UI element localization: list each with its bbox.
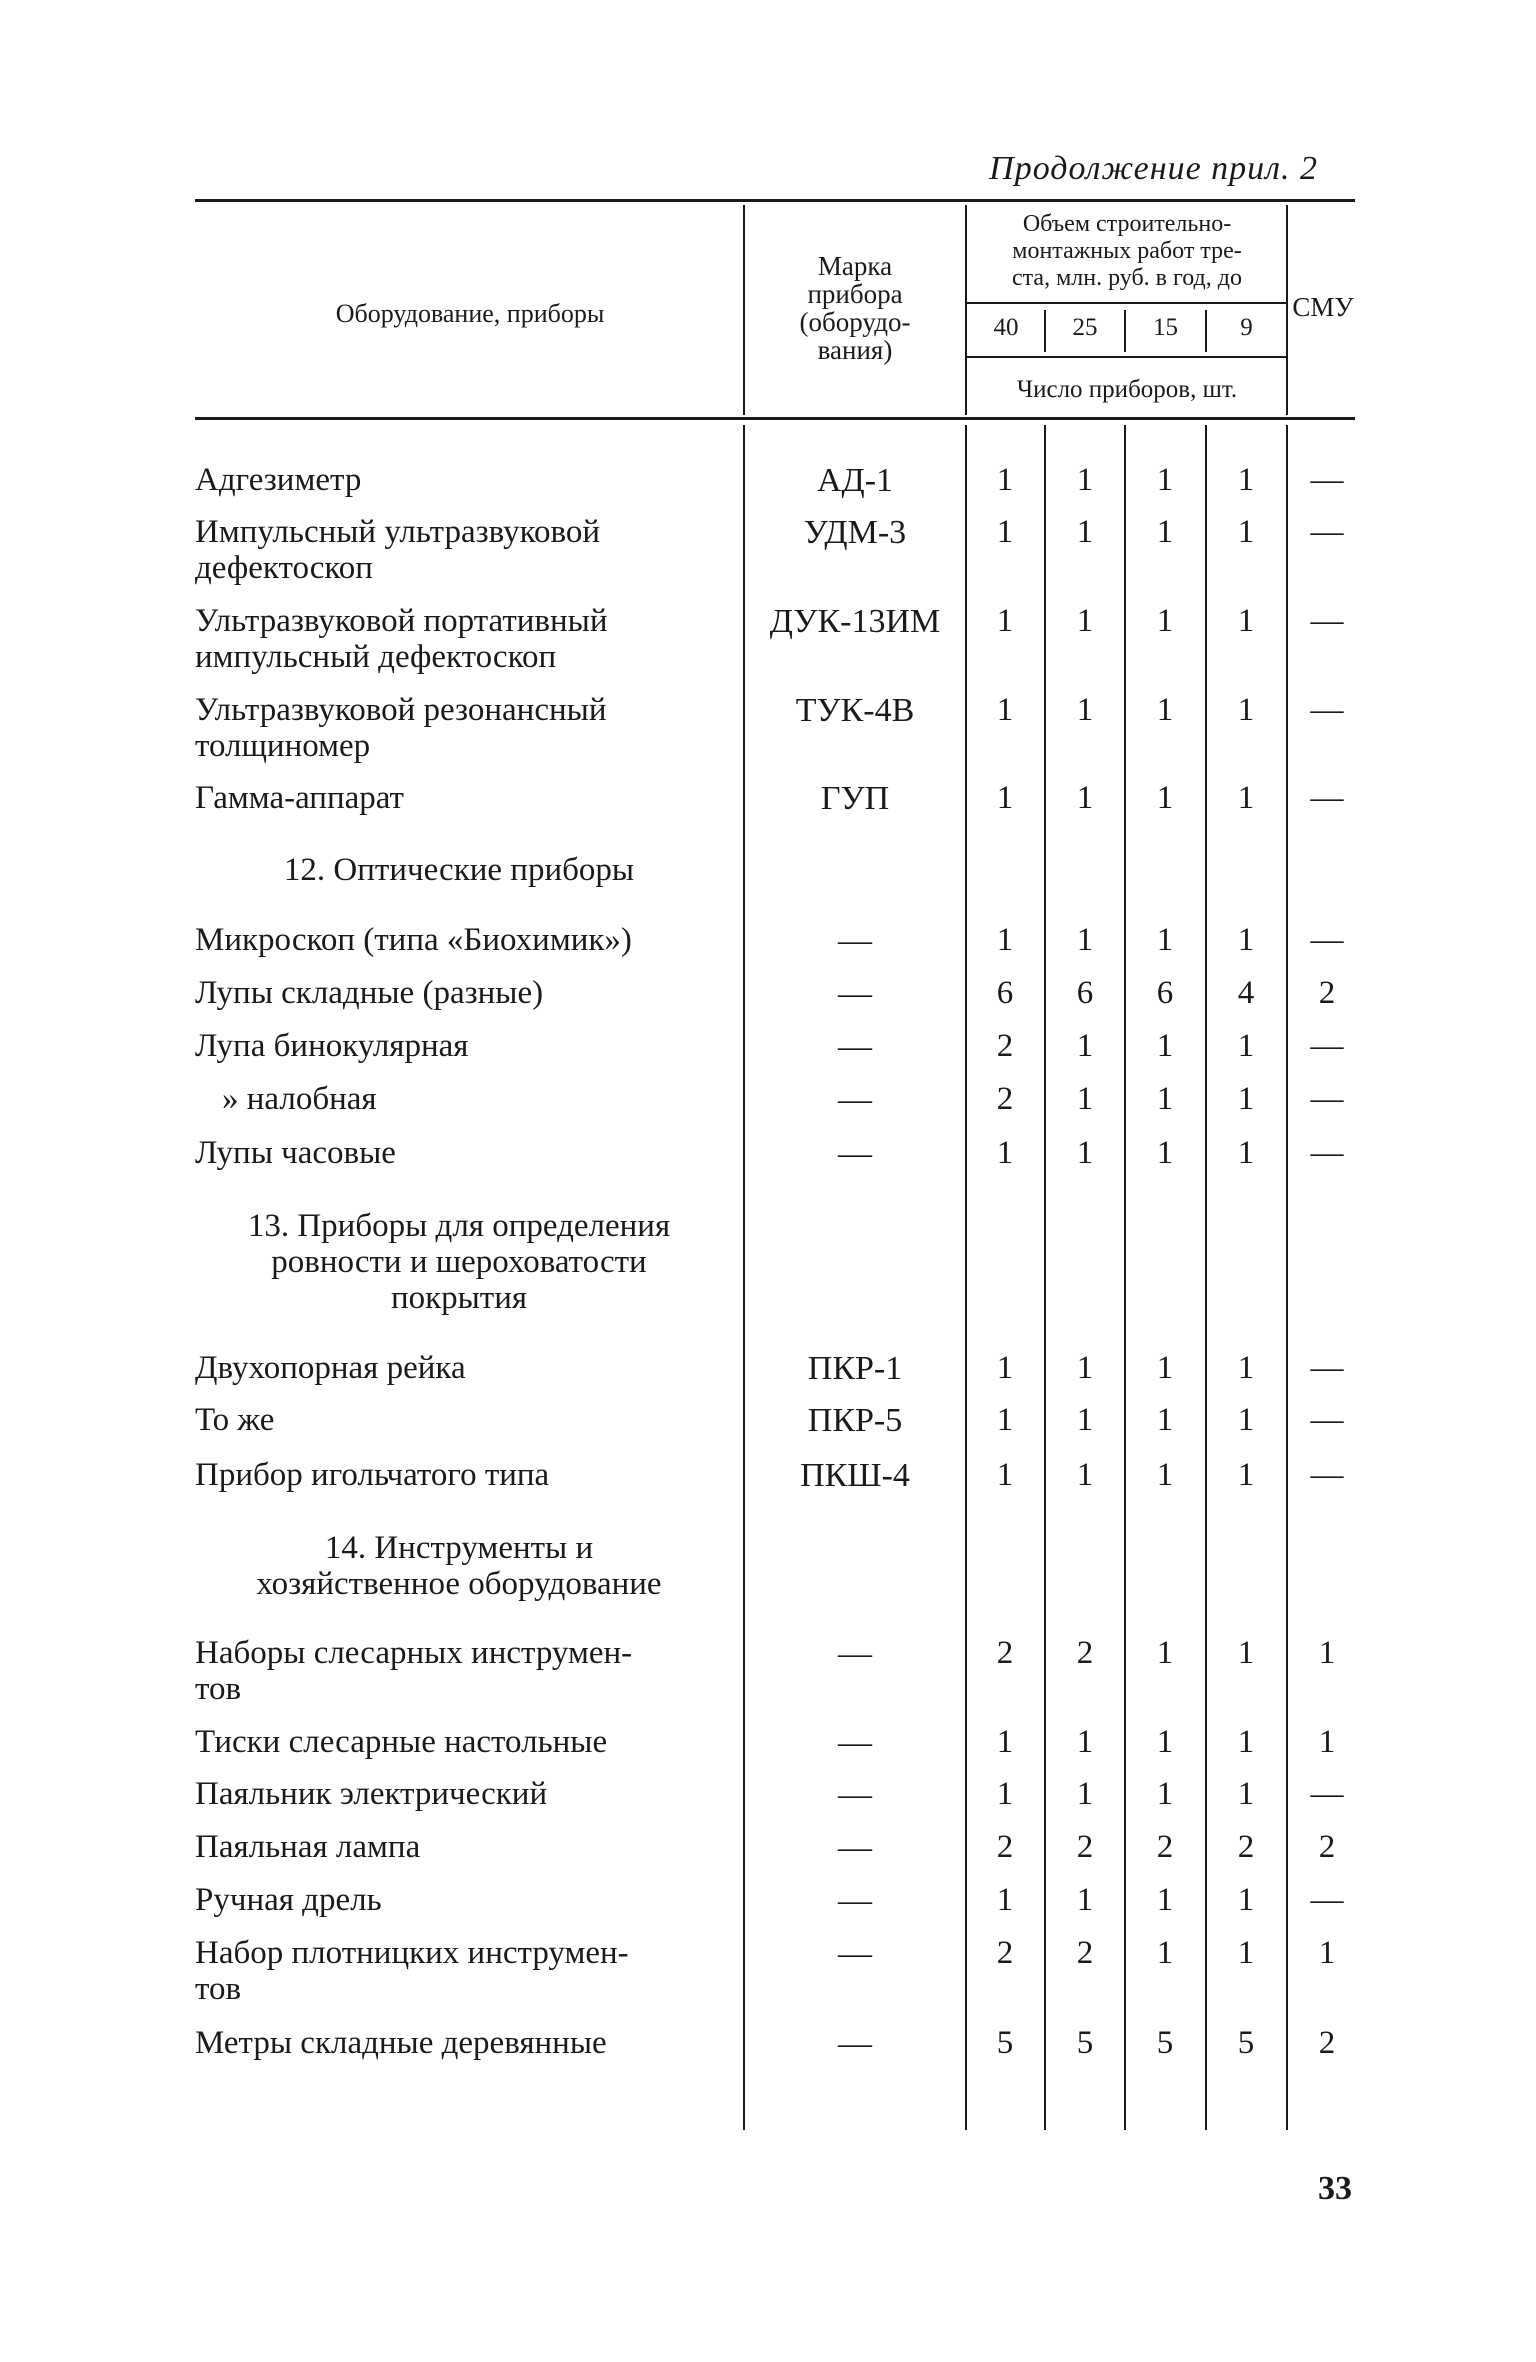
equipment-name: Метры складные деревянные bbox=[195, 2025, 607, 2061]
model-code: — bbox=[838, 2025, 872, 2062]
value-9: 1 bbox=[1237, 692, 1255, 728]
value-40: 2 bbox=[996, 1028, 1014, 1064]
equipment-name: Ультразвуковой портативный bbox=[195, 603, 608, 639]
model-code: ГУП bbox=[820, 780, 890, 817]
value-25: 1 bbox=[1076, 1028, 1094, 1064]
header-model: Марка прибора (оборудо- вания) bbox=[799, 251, 911, 365]
value-smu: — bbox=[1310, 922, 1344, 958]
value-9: 1 bbox=[1237, 514, 1255, 550]
volume-subrule-1 bbox=[966, 302, 1286, 304]
value-15: 1 bbox=[1156, 462, 1174, 498]
value-15: 1 bbox=[1156, 514, 1174, 550]
model-code: УДМ-3 bbox=[803, 514, 907, 551]
value-9: 1 bbox=[1237, 1882, 1255, 1918]
value-25: 2 bbox=[1076, 1635, 1094, 1671]
value-9: 1 bbox=[1237, 1402, 1255, 1438]
value-9: 1 bbox=[1237, 922, 1255, 958]
value-15: 1 bbox=[1156, 1350, 1174, 1386]
equipment-name: Паяльник электрический bbox=[195, 1776, 548, 1812]
value-40: 1 bbox=[996, 1724, 1014, 1760]
value-15: 1 bbox=[1156, 1457, 1174, 1493]
value-25: 1 bbox=[1076, 514, 1094, 550]
value-smu: — bbox=[1310, 1776, 1344, 1812]
equipment-name: Адгезиметр bbox=[195, 462, 362, 498]
header-vline-model bbox=[965, 205, 967, 415]
equipment-name: Двухопорная рейка bbox=[195, 1350, 466, 1386]
value-9: 1 bbox=[1237, 462, 1255, 498]
value-15: 1 bbox=[1156, 1935, 1174, 1971]
value-9: 4 bbox=[1237, 975, 1255, 1011]
model-code: — bbox=[838, 1081, 872, 1118]
page-number: 33 bbox=[1318, 2170, 1352, 2207]
header-smu: СМУ bbox=[1292, 292, 1354, 322]
value-9: 1 bbox=[1237, 1724, 1255, 1760]
value-smu: — bbox=[1310, 1457, 1344, 1493]
equipment-name: Прибор игольчатого типа bbox=[195, 1457, 550, 1493]
value-smu: — bbox=[1310, 1028, 1344, 1064]
value-9: 1 bbox=[1237, 1135, 1255, 1171]
value-25: 1 bbox=[1076, 1350, 1094, 1386]
value-15: 1 bbox=[1156, 603, 1174, 639]
value-40: 1 bbox=[996, 1350, 1014, 1386]
value-40: 2 bbox=[996, 1081, 1014, 1117]
value-smu: 2 bbox=[1318, 2025, 1336, 2061]
equipment-name: Наборы слесарных инструмен- bbox=[195, 1635, 633, 1671]
value-9: 1 bbox=[1237, 1935, 1255, 1971]
value-25: 5 bbox=[1076, 2025, 1094, 2061]
value-40: 1 bbox=[996, 692, 1014, 728]
equipment-name-cont: дефектоскоп bbox=[195, 550, 373, 586]
value-25: 1 bbox=[1076, 1724, 1094, 1760]
model-code: — bbox=[838, 1935, 872, 1972]
value-9: 1 bbox=[1237, 1081, 1255, 1117]
equipment-name: Микроскоп (типа «Биохимик») bbox=[195, 922, 632, 958]
value-25: 1 bbox=[1076, 1457, 1094, 1493]
value-25: 1 bbox=[1076, 1402, 1094, 1438]
value-15: 1 bbox=[1156, 1135, 1174, 1171]
model-code: — bbox=[838, 1882, 872, 1919]
value-40: 1 bbox=[996, 1135, 1014, 1171]
document-page: Продолжение прил. 2 Оборудование, приборы Марка прибора (оборудо- вания) Объем строительно- монтажных работ тре- ста, млн. руб. в год, до 40 25 15 9 Число приборов, шт. СМУ Адгезиметр АД-1 1 1 1 1 — Импульсный ультразвуковой дефектоскоп УДМ-3 1 1 1 1 — Ультразвуковой портативный импульсный дефектоскоп ДУК-13ИМ 1 1 1 1 — Ультразвуковой резонансный толщиномер ТУК-4В 1 1 1 1 — Гамма-аппарат ГУП 1 1 1 1 — 12. Оптические приборы Микроскоп (типа «Биохимик») — 1 1 1 1 — Лупы складные (разные) — 6 6 6 4 2 Лупа бинокулярная — 2 1 1 1 — » налобная — 2 1 1 1 — Лупы часовые — 1 1 1 1 — 13. Приборы для определения ровности и шероховатости покрытия Двухопорная рейка ПКР-1 1 1 1 1 — То же ПКР-5 1 1 1 1 — Прибор игольчатого типа ПКШ-4 1 1 1 1 — 14. Инструменты и хозяйственное оборудование Наборы слесарных инструмен- тов — 2 2 1 1 1 Тиски слесарные настольные — 1 1 1 1 1 Паяльник электрический — 1 1 1 1 — Паяльная лампа — 2 2 2 2 2 Ручная дрель — 1 1 1 1 — Набор плотницких инструмен- тов — 2 2 1 1 1 Метры складные деревянные — 5 5 5 5 2 33 bbox=[0, 0, 1536, 2362]
value-40: 5 bbox=[996, 2025, 1014, 2061]
body-vline-model bbox=[965, 425, 967, 2130]
model-code: ПКР-1 bbox=[807, 1350, 903, 1387]
value-15: 1 bbox=[1156, 1882, 1174, 1918]
header-count-label: Число приборов, шт. bbox=[1016, 376, 1238, 403]
value-9: 1 bbox=[1237, 780, 1255, 816]
model-code: — bbox=[838, 975, 872, 1012]
value-9: 1 bbox=[1237, 1635, 1255, 1671]
value-9: 2 bbox=[1237, 1829, 1255, 1865]
equipment-name: То же bbox=[195, 1402, 275, 1438]
value-15: 2 bbox=[1156, 1829, 1174, 1865]
value-40: 2 bbox=[996, 1635, 1014, 1671]
model-code: ПКР-5 bbox=[807, 1402, 903, 1439]
value-25: 1 bbox=[1076, 1882, 1094, 1918]
value-smu: 1 bbox=[1318, 1724, 1336, 1760]
value-smu: — bbox=[1310, 1402, 1344, 1438]
model-code: — bbox=[838, 922, 872, 959]
value-40: 2 bbox=[996, 1935, 1014, 1971]
value-40: 1 bbox=[996, 1776, 1014, 1812]
value-15: 1 bbox=[1156, 922, 1174, 958]
value-15: 1 bbox=[1156, 1776, 1174, 1812]
model-code: — bbox=[838, 1829, 872, 1866]
value-25: 1 bbox=[1076, 922, 1094, 958]
equipment-name-cont: импульсный дефектоскоп bbox=[195, 639, 557, 675]
value-smu: 1 bbox=[1318, 1935, 1336, 1971]
equipment-name-cont: толщиномер bbox=[195, 728, 371, 764]
value-15: 5 bbox=[1156, 2025, 1174, 2061]
value-25: 1 bbox=[1076, 1776, 1094, 1812]
value-smu: — bbox=[1310, 780, 1344, 816]
header-vol-25: 25 bbox=[1072, 314, 1098, 341]
header-top-rule bbox=[195, 199, 1355, 202]
value-25: 6 bbox=[1076, 975, 1094, 1011]
value-9: 1 bbox=[1237, 603, 1255, 639]
equipment-name: Импульсный ультразвуковой bbox=[195, 514, 600, 550]
value-9: 1 bbox=[1237, 1776, 1255, 1812]
value-smu: — bbox=[1310, 1135, 1344, 1171]
value-smu: — bbox=[1310, 692, 1344, 728]
value-25: 1 bbox=[1076, 1135, 1094, 1171]
header-bottom-rule bbox=[195, 417, 1355, 420]
equipment-name: Гамма-аппарат bbox=[195, 780, 404, 816]
equipment-name: » налобная bbox=[222, 1081, 377, 1117]
value-smu: — bbox=[1310, 462, 1344, 498]
value-40: 1 bbox=[996, 780, 1014, 816]
value-15: 6 bbox=[1156, 975, 1174, 1011]
value-40: 2 bbox=[996, 1829, 1014, 1865]
body-vline-equipment bbox=[743, 425, 745, 2130]
equipment-name: Ручная дрель bbox=[195, 1882, 382, 1918]
value-smu: 2 bbox=[1318, 975, 1336, 1011]
equipment-name: Ультразвуковой резонансный bbox=[195, 692, 607, 728]
value-25: 1 bbox=[1076, 603, 1094, 639]
value-15: 1 bbox=[1156, 1635, 1174, 1671]
value-40: 1 bbox=[996, 1882, 1014, 1918]
header-vol-40: 40 bbox=[993, 314, 1019, 341]
value-smu: — bbox=[1310, 514, 1344, 550]
body-vline-15 bbox=[1124, 425, 1126, 2130]
value-40: 1 bbox=[996, 462, 1014, 498]
model-code: — bbox=[838, 1724, 872, 1761]
model-code: ТУК-4В bbox=[795, 692, 915, 729]
value-9: 5 bbox=[1237, 2025, 1255, 2061]
equipment-name: Тиски слесарные настольные bbox=[195, 1724, 608, 1760]
value-9: 1 bbox=[1237, 1457, 1255, 1493]
model-code: ПКШ-4 bbox=[800, 1457, 910, 1494]
equipment-name: Лупы часовые bbox=[195, 1135, 396, 1171]
value-25: 2 bbox=[1076, 1829, 1094, 1865]
value-40: 1 bbox=[996, 1457, 1014, 1493]
value-25: 2 bbox=[1076, 1935, 1094, 1971]
value-smu: 2 bbox=[1318, 1829, 1336, 1865]
equipment-name: Паяльная лампа bbox=[195, 1829, 421, 1865]
value-25: 1 bbox=[1076, 692, 1094, 728]
value-15: 1 bbox=[1156, 780, 1174, 816]
value-smu: — bbox=[1310, 603, 1344, 639]
value-40: 1 bbox=[996, 514, 1014, 550]
body-vline-9 bbox=[1205, 425, 1207, 2130]
continuation-title: Продолжение прил. 2 bbox=[989, 150, 1318, 187]
value-9: 1 bbox=[1237, 1350, 1255, 1386]
value-smu: — bbox=[1310, 1882, 1344, 1918]
value-15: 1 bbox=[1156, 1028, 1174, 1064]
model-code: ДУК-13ИМ bbox=[769, 603, 941, 640]
value-15: 1 bbox=[1156, 1724, 1174, 1760]
value-15: 1 bbox=[1156, 692, 1174, 728]
value-smu: — bbox=[1310, 1350, 1344, 1386]
value-40: 1 bbox=[996, 922, 1014, 958]
equipment-name-cont: тов bbox=[195, 1671, 242, 1707]
equipment-name: Лупы складные (разные) bbox=[195, 975, 544, 1011]
value-40: 1 bbox=[996, 1402, 1014, 1438]
value-15: 1 bbox=[1156, 1402, 1174, 1438]
equipment-name: Лупа бинокулярная bbox=[195, 1028, 469, 1064]
header-volume: Объем строительно- монтажных работ тре- ста, млн. руб. в год, до bbox=[1012, 211, 1242, 291]
volume-subrule-2 bbox=[966, 356, 1286, 358]
value-15: 1 bbox=[1156, 1081, 1174, 1117]
header-vol-9: 9 bbox=[1240, 314, 1253, 341]
header-equipment: Оборудование, приборы bbox=[335, 299, 605, 328]
header-vol-15: 15 bbox=[1153, 314, 1178, 341]
model-code: — bbox=[838, 1635, 872, 1672]
equipment-name-cont: тов bbox=[195, 1971, 242, 2007]
model-code: — bbox=[838, 1135, 872, 1172]
value-smu: 1 bbox=[1318, 1635, 1336, 1671]
model-code: — bbox=[838, 1028, 872, 1065]
value-40: 1 bbox=[996, 603, 1014, 639]
model-code: АД-1 bbox=[816, 462, 894, 499]
value-25: 1 bbox=[1076, 1081, 1094, 1117]
value-25: 1 bbox=[1076, 462, 1094, 498]
value-9: 1 bbox=[1237, 1028, 1255, 1064]
body-vline-25 bbox=[1044, 425, 1046, 2130]
model-code: — bbox=[838, 1776, 872, 1813]
value-40: 6 bbox=[996, 975, 1014, 1011]
value-smu: — bbox=[1310, 1081, 1344, 1117]
value-25: 1 bbox=[1076, 780, 1094, 816]
body-vline-smu bbox=[1286, 425, 1288, 2130]
equipment-name: Набор плотницких инструмен- bbox=[195, 1935, 629, 1971]
